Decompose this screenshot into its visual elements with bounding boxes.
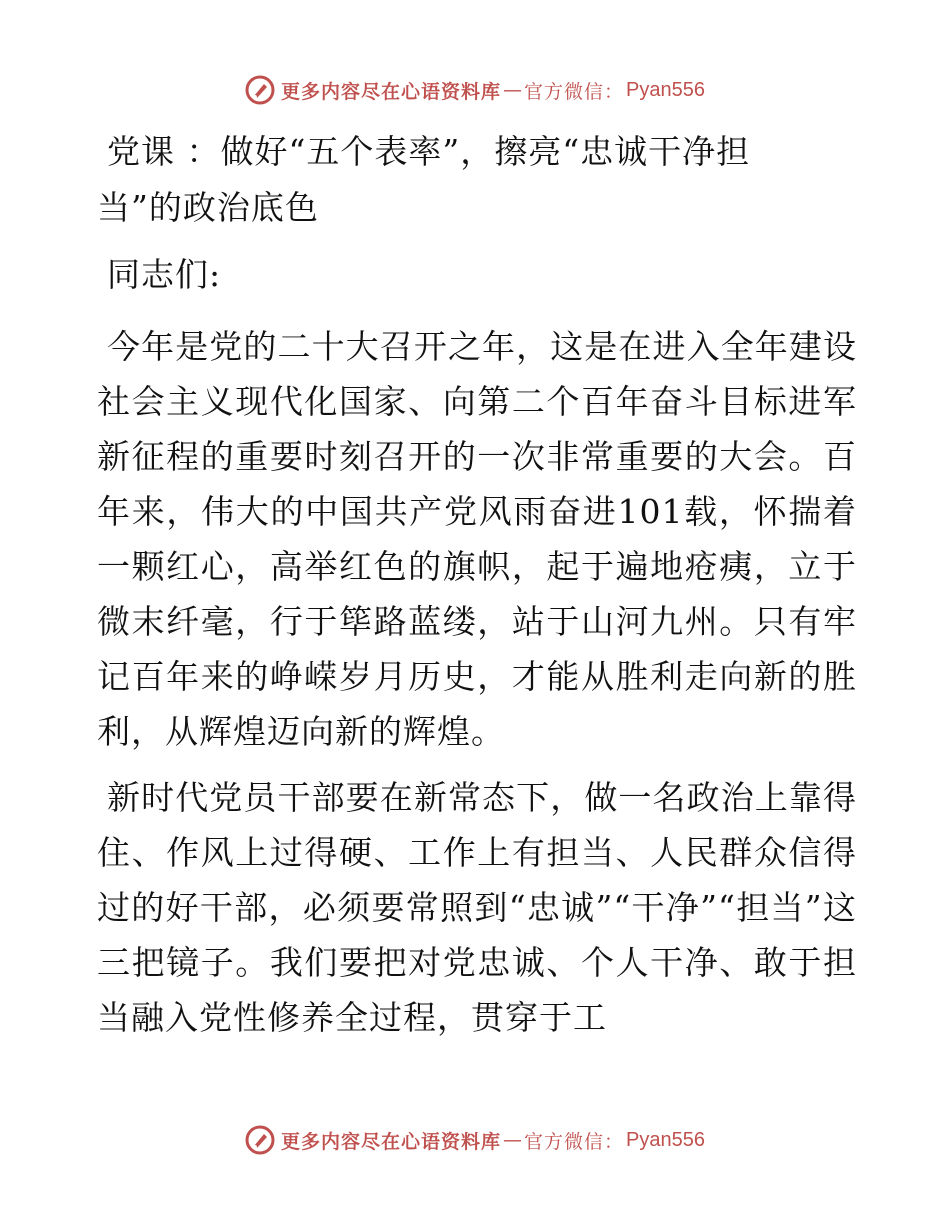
banner-text: 更多内容尽在心语资料库 [281,80,502,103]
header-banner [0,70,950,110]
banner-wechat-label: 官方微信： [524,1130,625,1153]
banner-wechat-label: 官方微信： [524,80,625,103]
paragraph: 新时代党员干部要在新常态下，做一名政治上靠得住、作风上过得硬、工作上有担当、人民群众信得过的好干部，必须要常照到“忠诚”“干净”“担当”这三把镜子。我们要把对党忠诚、个人干净、敢于担当融入党性修养全过程，贯穿于工 [97,778,857,1037]
document-body [97,124,857,1045]
footer-banner [0,1120,950,1160]
banner-wechat-id: Pyan556 [626,1128,705,1151]
banner-dash: — [503,1129,523,1151]
banner-dash: — [503,79,523,101]
pen-nib-logo-icon [245,75,275,105]
banner-wechat-id: Pyan556 [626,78,705,101]
paragraph: 今年是党的二十大召开之年，这是在进入全年建设社会主义现代化国家、向第二个百年奋斗目标进军新征程的重要时刻召开的一次非常重要的大会。百年来，伟大的中国共产党风雨奋进101载，怀揣着一颗红心，高举红色的旗帜，起于遍地疮痍，立于微末纤毫，行于筚路蓝缕，站于山河九州。只有牢记百年来的峥嵘岁月历史，才能从胜利走向新的胜利，从辉煌迈向新的辉煌。 [97,327,857,751]
salutation: 同志们: [107,255,222,294]
pen-nib-logo-icon [245,1125,275,1155]
banner-text: 更多内容尽在心语资料库 [281,1130,502,1153]
document-title: 党课 ：做好“五个表率”，擦亮“忠诚干净担当”的政治底色 [97,132,751,227]
